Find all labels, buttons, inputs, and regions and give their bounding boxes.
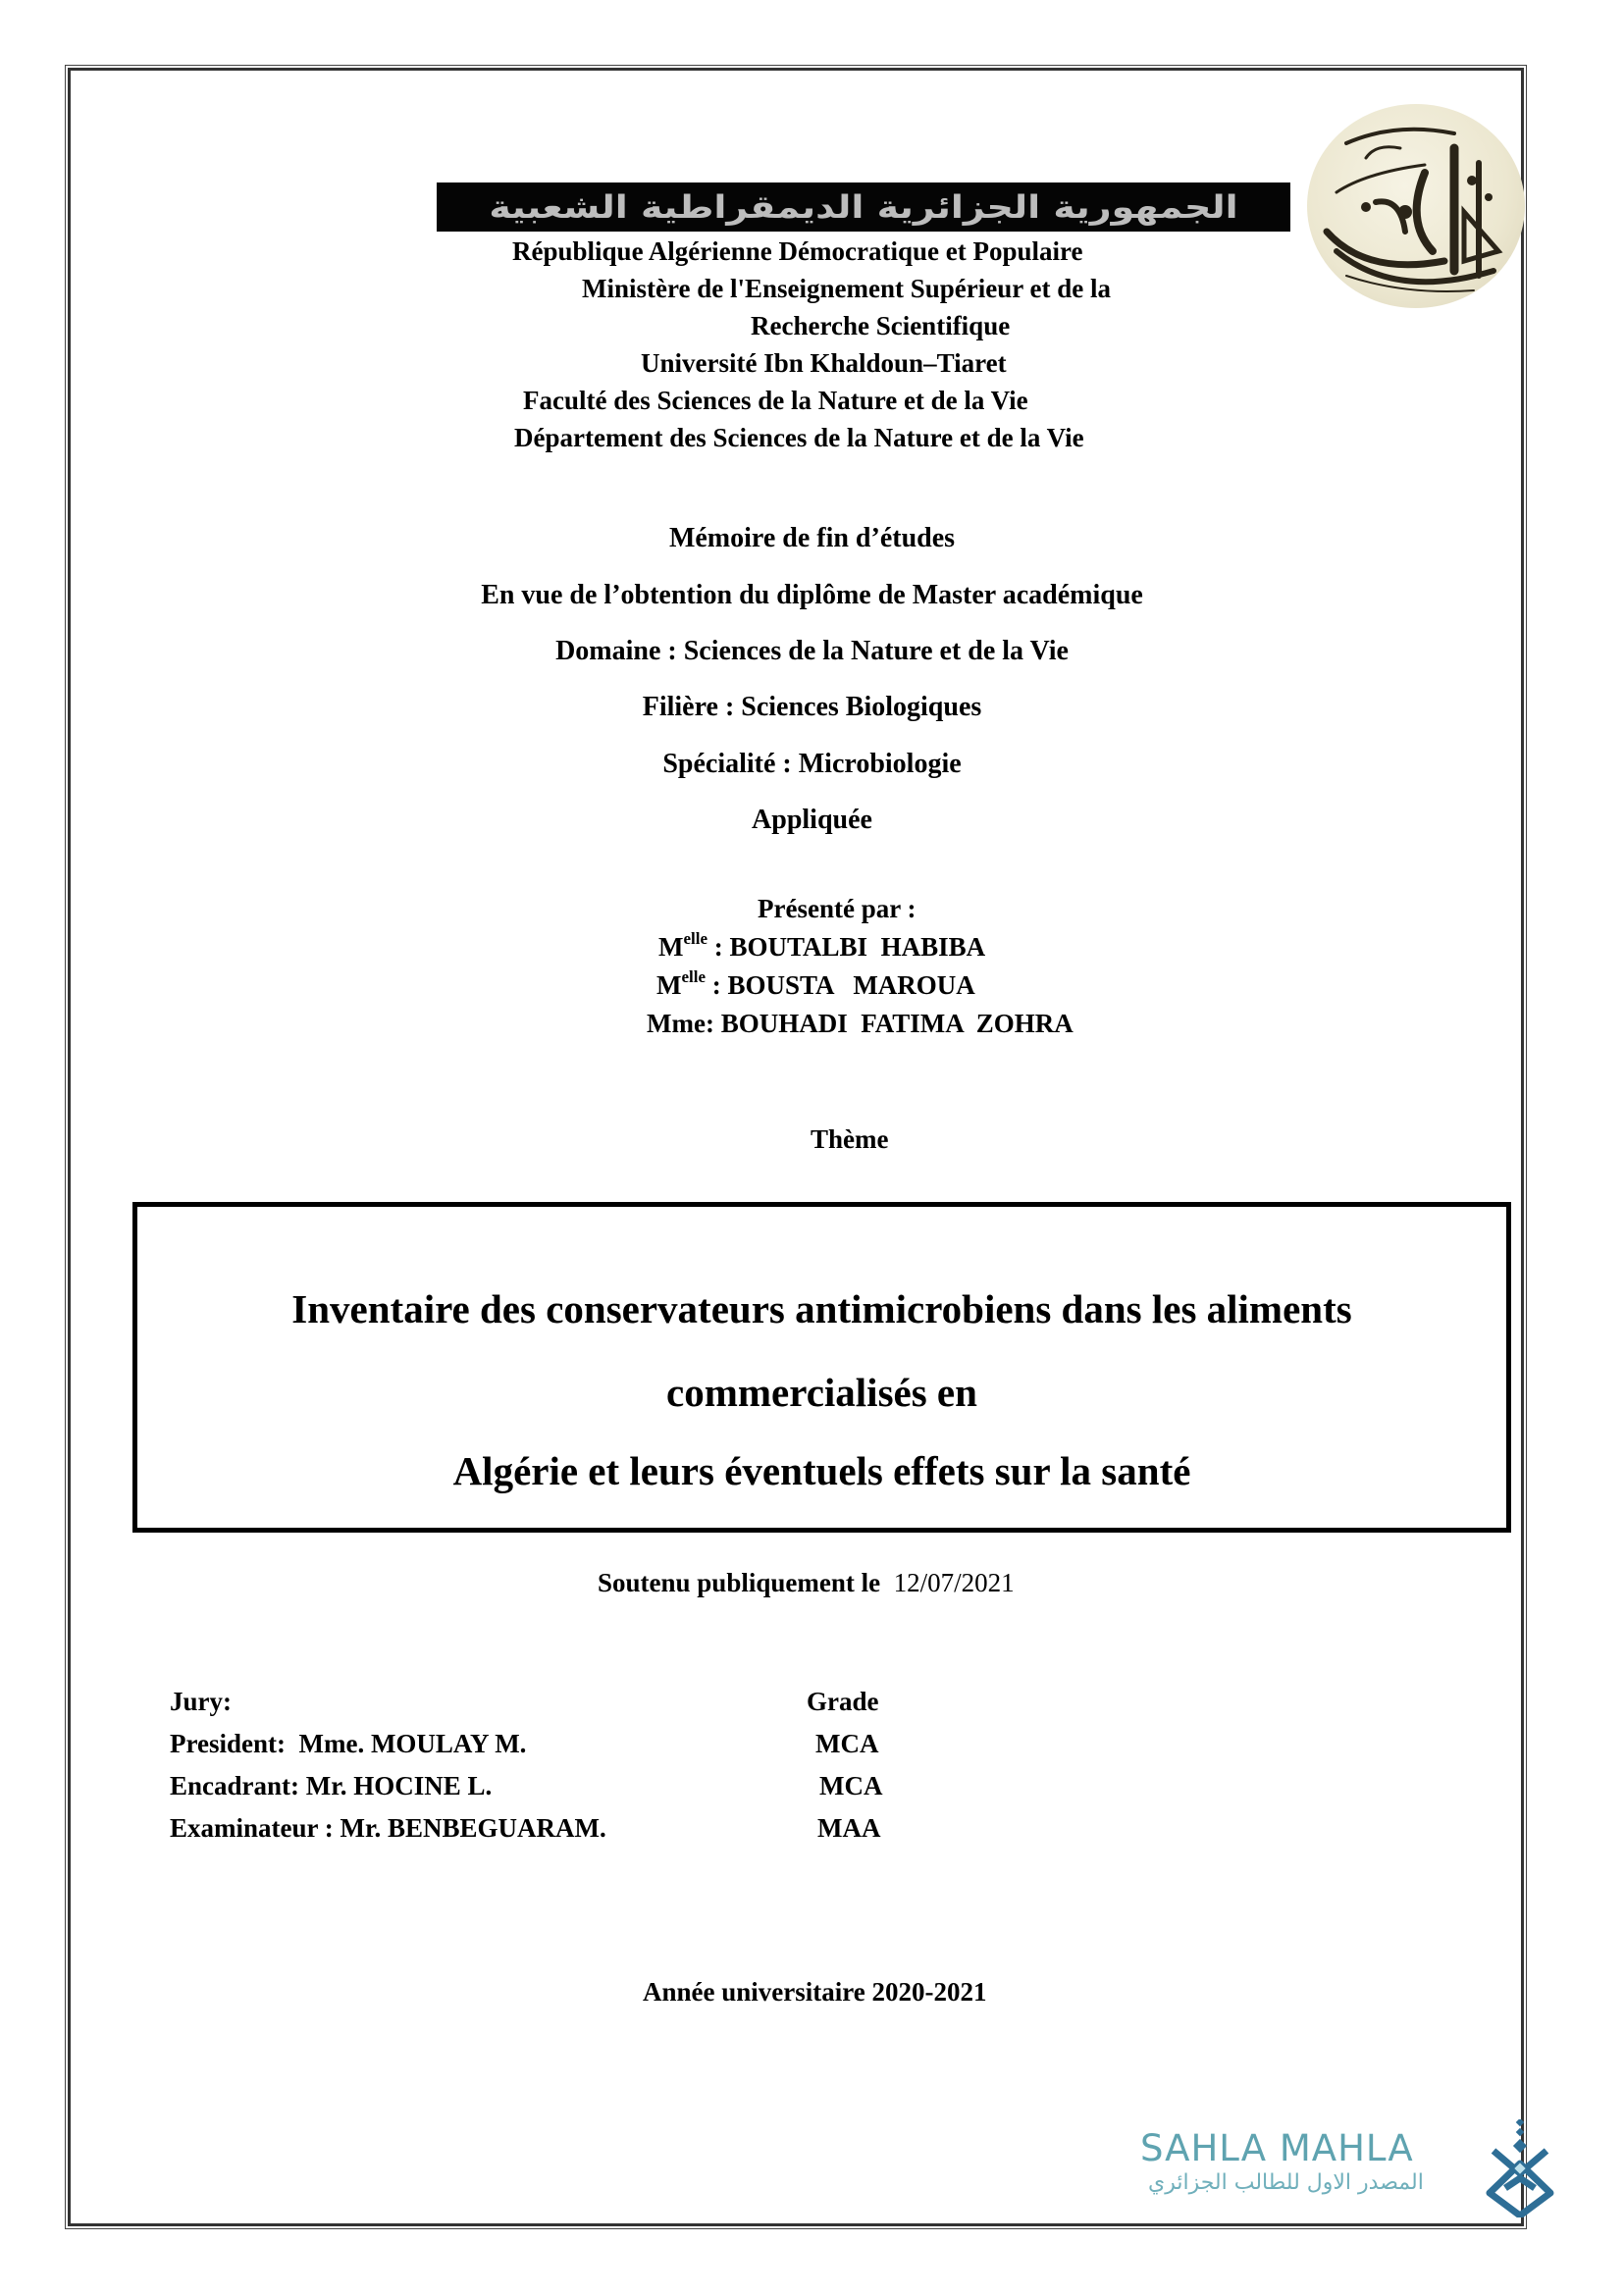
thesis-domain: Domaine : Sciences de la Nature et de la Vie	[555, 636, 1069, 666]
defense-date: 12/07/2021	[893, 1568, 1015, 1597]
presenter-1-sep: :	[707, 932, 730, 962]
presenter-3	[647, 1008, 1074, 1039]
presenter-2-sep: :	[706, 970, 728, 1000]
defense-label: Soutenu publiquement le	[598, 1568, 881, 1597]
thesis-specialty: Spécialité : Microbiologie	[662, 749, 962, 779]
arabic-republic-banner	[437, 183, 1290, 232]
presenter-1	[658, 931, 985, 963]
calligraphy-icon	[1307, 104, 1525, 308]
arabic-republic-text: الجمهورية الجزائرية الديمقراطية الشعبية	[489, 188, 1238, 226]
theme-label: Thème	[811, 1124, 889, 1154]
presenter-2-title-sup: elle	[681, 967, 707, 986]
presenter-3-sep: :	[705, 1009, 721, 1038]
university-name: Université Ibn Khaldoun–Tiaret	[641, 348, 1007, 378]
sahla-mahla-watermark	[1128, 2110, 1560, 2227]
republic-name: République Algérienne Démocratique et Populaire	[512, 236, 1083, 266]
jury-member-examiner: Examinateur : Mr. BENBEGUARAM.	[170, 1813, 606, 1843]
theme-title-box	[132, 1202, 1511, 1533]
thesis-type: Mémoire de fin d’études	[668, 523, 956, 553]
theme-line-3: Algérie et leurs éventuels effets sur la santé	[452, 1448, 1191, 1493]
thesis-specialty-cont: Appliquée	[752, 805, 872, 835]
jury-grade-examiner: MAA	[817, 1813, 881, 1843]
presenter-1-name: BOUTALBI HABIBA	[729, 932, 986, 962]
presented-by-label: Présenté par :	[758, 894, 917, 923]
theme-line-1: Inventaire des conservateurs antimicrobiens dans les aliments	[291, 1286, 1352, 1331]
jury-grade-supervisor: MCA	[819, 1771, 883, 1800]
presenter-3-name: BOUHADI FATIMA ZOHRA	[720, 1009, 1074, 1038]
department-name: Département des Sciences de la Nature et de la Vie	[514, 423, 1084, 452]
presenter-2	[656, 969, 975, 1001]
academic-year: Année universitaire 2020-2021	[643, 1977, 987, 2007]
ministry-line-1: Ministère de l'Enseignement Supérieur et de la	[582, 274, 1111, 303]
jury-grade-president: MCA	[815, 1729, 879, 1758]
grade-label: Grade	[807, 1687, 879, 1716]
presenter-1-title: M	[658, 932, 684, 962]
jury-member-supervisor: Encadrant: Mr. HOCINE L.	[170, 1771, 493, 1800]
jury-member-president: President: Mme. MOULAY M.	[170, 1729, 527, 1758]
university-seal-logo	[1307, 104, 1525, 308]
thesis-field: Filière : Sciences Biologiques	[642, 692, 982, 722]
defense-line	[598, 1567, 1015, 1598]
theme-line-2: commercialisés en	[666, 1370, 977, 1415]
presenter-1-title-sup: elle	[683, 929, 708, 948]
presenter-3-title: Mme	[647, 1009, 706, 1038]
ministry-line-2: Recherche Scientifique	[751, 311, 1011, 340]
watermark-tagline: المصدر الاول للطالب الجزائري	[1148, 2170, 1424, 2195]
presenter-2-name: BOUSTA MAROUA	[727, 970, 975, 1000]
thesis-purpose: En vue de l’obtention du diplôme de Master académique	[481, 580, 1143, 610]
watermark-brand: SAHLA MAHLA	[1140, 2127, 1414, 2169]
faculty-name: Faculté des Sciences de la Nature et de la Vie	[523, 386, 1028, 415]
presenter-2-title: M	[656, 970, 682, 1000]
sahla-mahla-emblem-icon	[1482, 2119, 1558, 2217]
jury-label: Jury:	[170, 1687, 232, 1716]
